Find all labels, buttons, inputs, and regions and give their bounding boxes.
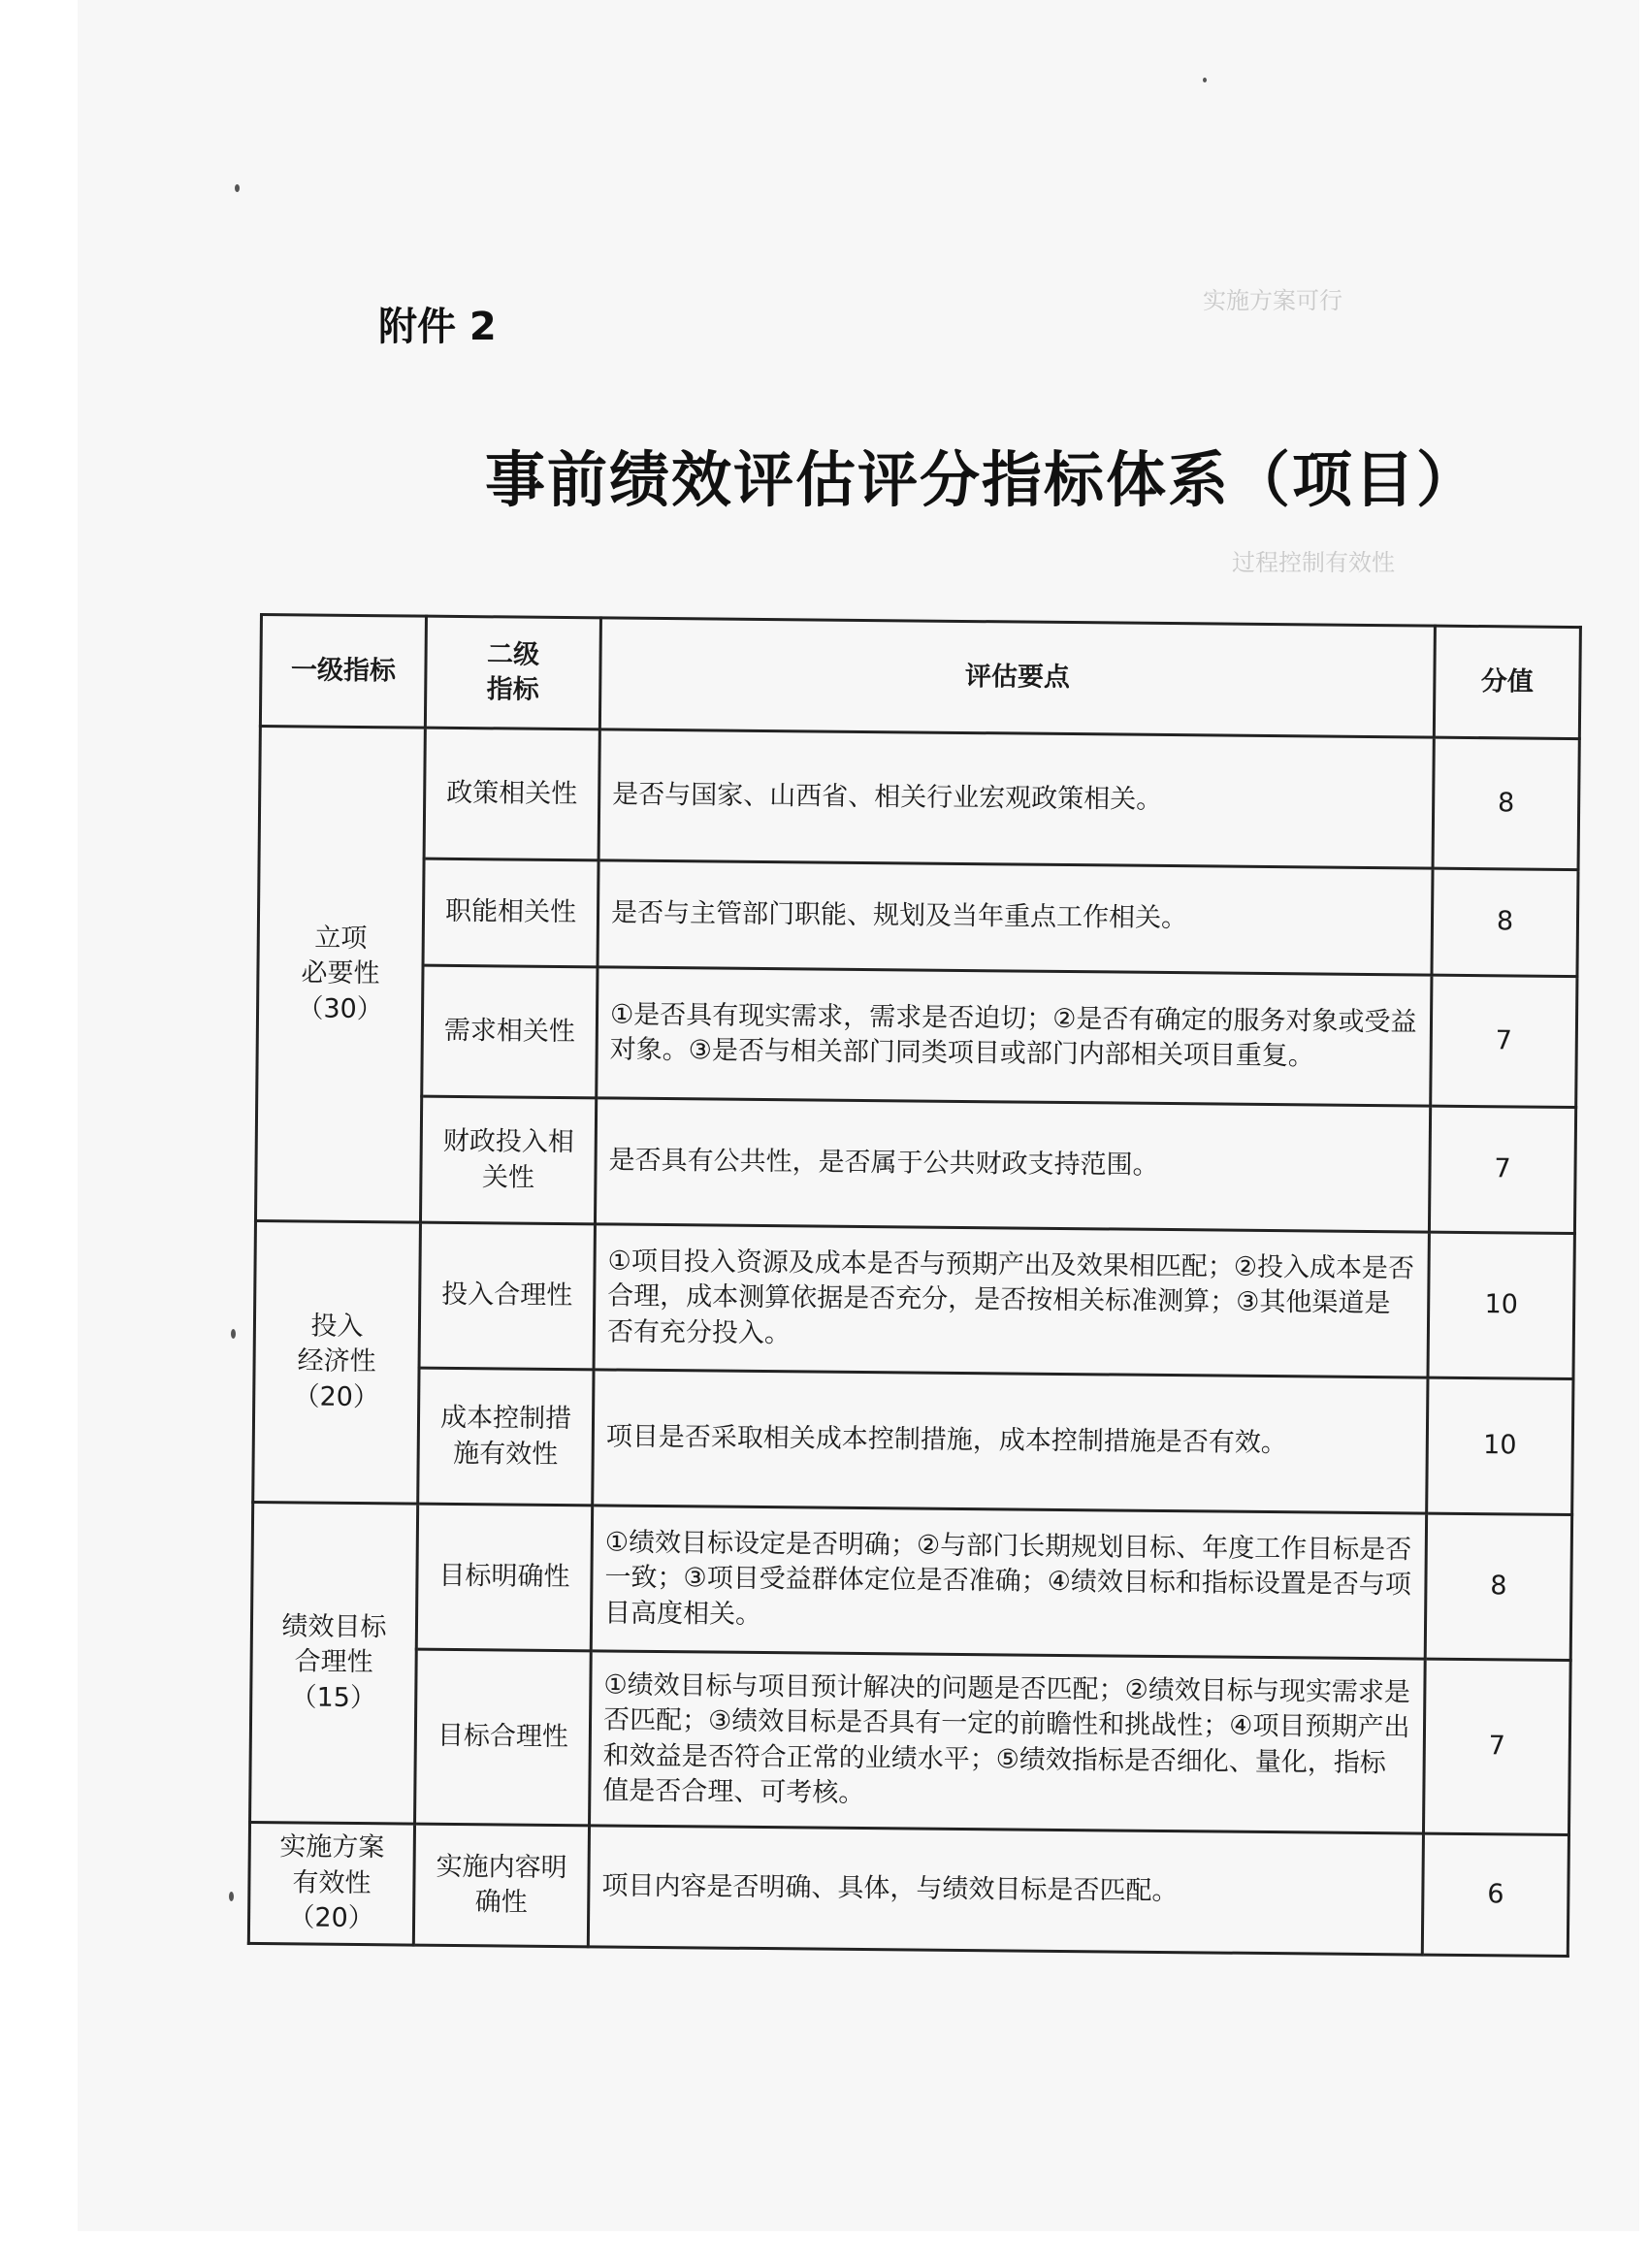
level1-cell: 投入 经济性 （20） bbox=[253, 1220, 421, 1504]
level2-cell: 目标合理性 bbox=[415, 1649, 592, 1826]
points-cell: ①绩效目标与项目预计解决的问题是否匹配；②绩效目标与现实需求是否匹配；③绩效目标是否具有一定的前瞻性和挑战性；④项目预期产出和效益是否符合正常的业绩水平；⑤绩效指标是否细化、量化，指标值是否合理、可考核。 bbox=[590, 1651, 1426, 1833]
points-cell: 是否与国家、山西省、相关行业宏观政策相关。 bbox=[598, 729, 1434, 868]
level1-cell: 绩效目标 合理性 （15） bbox=[250, 1502, 418, 1824]
level2-cell: 需求相关性 bbox=[422, 965, 598, 1098]
table-row bbox=[257, 963, 1577, 1107]
level2-cell: 实施内容明确性 bbox=[413, 1824, 589, 1947]
table-header-row bbox=[260, 615, 1580, 739]
points-cell: 项目是否采取相关成本控制措施，成本控制措施是否有效。 bbox=[593, 1370, 1428, 1513]
score-cell: 7 bbox=[1429, 1106, 1575, 1233]
header-level2: 二级 指标 bbox=[425, 616, 600, 729]
table-row bbox=[250, 1647, 1571, 1834]
score-cell: 8 bbox=[1425, 1513, 1571, 1660]
score-cell: 6 bbox=[1422, 1833, 1568, 1956]
table-row bbox=[254, 1220, 1574, 1378]
points-cell: ①是否具有现实需求，需求是否迫切；②是否有确定的服务对象或受益对象。③是否与相关部门同类项目或部门内部相关项目重复。 bbox=[597, 967, 1432, 1106]
level1-cell: 实施方案 有效性 （20） bbox=[248, 1822, 414, 1945]
level2-cell: 成本控制措施有效性 bbox=[418, 1368, 594, 1506]
score-cell: 10 bbox=[1427, 1377, 1573, 1514]
table-row bbox=[248, 1822, 1568, 1956]
points-cell: 项目内容是否明确、具体，与绩效目标是否匹配。 bbox=[588, 1826, 1423, 1955]
score-cell: 10 bbox=[1428, 1232, 1574, 1378]
page-title: 事前绩效评估评分指标体系（项目） bbox=[485, 444, 1479, 515]
scan-speck bbox=[229, 1892, 234, 1901]
evaluation-index-table bbox=[247, 613, 1582, 1958]
annex-label: 附件 2 bbox=[378, 305, 497, 349]
header-score: 分值 bbox=[1434, 626, 1580, 738]
points-cell: ①绩效目标设定是否明确；②与部门长期规划目标、年度工作目标是否一致；③项目受益群体定位是否准确；④绩效目标和指标设置是否与项目高度相关。 bbox=[591, 1506, 1426, 1659]
table-row bbox=[253, 1366, 1573, 1514]
score-cell: 8 bbox=[1432, 868, 1578, 976]
level2-cell: 财政投入相关性 bbox=[420, 1096, 596, 1224]
level1-cell: 立项 必要性 （30） bbox=[255, 727, 425, 1223]
bleed-through-text: 实施方案可行 bbox=[1203, 287, 1342, 314]
points-cell: 是否具有公共性，是否属于公共财政支持范围。 bbox=[595, 1098, 1430, 1232]
scan-speck bbox=[231, 1329, 236, 1339]
bleed-through-text: 过程控制有效性 bbox=[1232, 549, 1395, 576]
header-points: 评估要点 bbox=[599, 618, 1435, 737]
level2-cell: 政策相关性 bbox=[424, 728, 599, 860]
scan-speck bbox=[1203, 78, 1207, 82]
table-row bbox=[258, 858, 1578, 977]
score-cell: 7 bbox=[1431, 975, 1577, 1107]
points-cell: 是否与主管部门职能、规划及当年重点工作相关。 bbox=[598, 860, 1433, 975]
level2-cell: 目标明确性 bbox=[416, 1504, 592, 1651]
level2-cell: 投入合理性 bbox=[419, 1222, 595, 1370]
header-level1: 一级指标 bbox=[260, 615, 426, 729]
score-cell: 7 bbox=[1423, 1659, 1570, 1834]
score-cell: 8 bbox=[1433, 737, 1579, 869]
scan-speck bbox=[235, 184, 240, 192]
table-row bbox=[255, 1094, 1575, 1233]
level2-cell: 职能相关性 bbox=[423, 859, 598, 967]
table-row bbox=[259, 727, 1579, 870]
table-row bbox=[251, 1502, 1571, 1660]
points-cell: ①项目投入资源及成本是否与预期产出及效果相匹配；②投入成本是否合理，成本测算依据是否充分，是否按相关标准测算；③其他渠道是否有充分投入。 bbox=[594, 1224, 1429, 1377]
